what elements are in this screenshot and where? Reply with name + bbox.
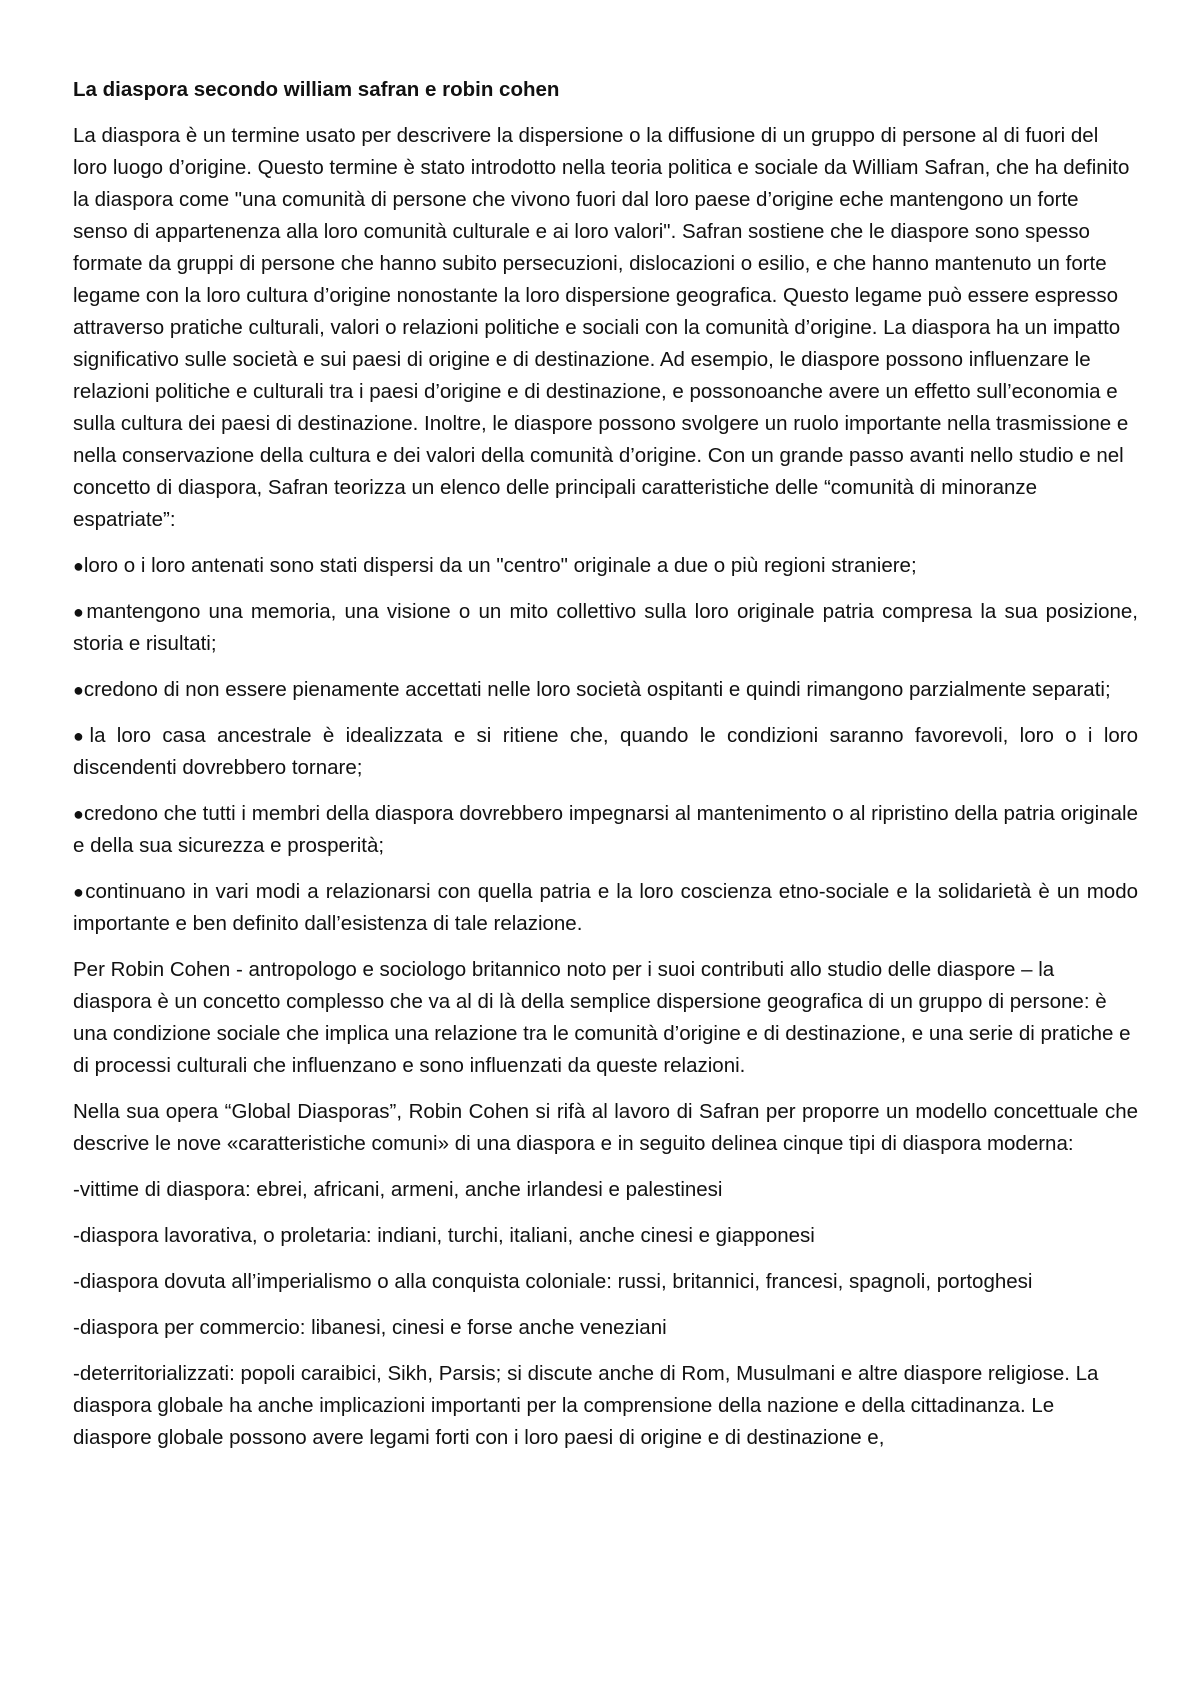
list-item bbox=[73, 674, 1138, 706]
list-item-text: la loro casa ancestrale è idealizzata e si ritiene che, quando le condizioni saranno favorevoli, loro o i loro discendenti dovrebbero tornare; bbox=[73, 724, 1138, 779]
bullet-icon: ● bbox=[73, 804, 84, 824]
bullet-icon: ● bbox=[73, 556, 84, 576]
list-item: -diaspora per commercio: libanesi, cinesi e forse anche veneziani bbox=[73, 1316, 667, 1339]
cohen-paragraph: Per Robin Cohen - antropologo e sociologo britannico noto per i suoi contributi allo studio delle diaspore – la diaspora è un concetto complesso che va al di là della semplice dispersione geografica di un gruppo di persone: è una condizione sociale che implica una relazione tra le comunità d’origine e di destinazione, e una serie di pratiche e di processi culturali che influenzano e sono influenzati da queste relazioni. bbox=[73, 958, 1131, 1077]
list-item bbox=[73, 798, 1138, 862]
safran-characteristics-list bbox=[73, 550, 1138, 940]
bullet-icon: ● bbox=[73, 726, 90, 746]
bullet-icon: ● bbox=[73, 680, 84, 700]
bullet-icon: ● bbox=[73, 882, 86, 902]
document-title: La diaspora secondo william safran e robin cohen bbox=[73, 78, 560, 101]
list-item-text: credono che tutti i membri della diaspora dovrebbero impegnarsi al mantenimento o al ripristino della patria originale e della sua sicurezza e prosperità; bbox=[73, 802, 1138, 857]
list-item-text: credono di non essere pienamente accettati nelle loro società ospitanti e quindi rimangono parzialmente separati; bbox=[83, 678, 1111, 701]
bullet-icon: ● bbox=[73, 602, 87, 622]
list-item bbox=[73, 876, 1138, 940]
cohen-diaspora-types-list bbox=[73, 1174, 1138, 1454]
list-item: -diaspora lavorativa, o proletaria: indiani, turchi, italiani, anche cinesi e giapponesi bbox=[73, 1224, 815, 1247]
list-item: -diaspora dovuta all’imperialismo o alla conquista coloniale: russi, britannici, francesi, spagnoli, portoghesi bbox=[73, 1270, 1033, 1293]
list-item bbox=[73, 550, 1138, 582]
list-item: -deterritorializzati: popoli caraibici, Sikh, Parsis; si discute anche di Rom, Musulmani e altre diaspore religiose. La diaspora globale ha anche implicazioni importanti per la comprensione della nazione e della cittadinanza. Le diaspore globale possono avere legami forti con i loro paesi di origine e di destinazione e, bbox=[73, 1362, 1099, 1449]
intro-paragraph: La diaspora è un termine usato per descrivere la dispersione o la diffusione di un gruppo di persone al di fuori del loro luogo d’origine. Questo termine è stato introdotto nella teoria politica e sociale da William Safran, che ha definito la diaspora come "una comunità di persone che vivono fuori dal loro paese d’origine eche mantengono un forte senso di appartenenza alla loro comunità culturale e ai loro valori". Safran sostiene che le diaspore sono spesso formate da gruppi di persone che hanno subito persecuzioni, dislocazioni o esilio, e che hanno mantenuto un forte legame con la loro cultura d’origine nonostante la loro dispersione geografica. Questo legame può essere espresso attraverso pratiche culturali, valori o relazioni politiche e sociali con la comunità d’origine. La diaspora ha un impatto significativo sulle società e sui paesi di origine e di destinazione. Ad esempio, le diaspore possono influenzare le relazioni politiche e culturali tra i paesi d’origine e di destinazione, e possonoanche avere un effetto sull’economia e sulla cultura dei paesi di destinazione. Inoltre, le diaspore possono svolgere un ruolo importante nella trasmissione e nella conservazione della cultura e dei valori della comunità d’origine. Con un grande passo avanti nello studio e nel concetto di diaspora, Safran teorizza un elenco delle principali caratteristiche delle “comunità di minoranze espatriate”: bbox=[73, 124, 1130, 531]
list-item bbox=[73, 596, 1138, 660]
list-item-text: mantengono una memoria, una visione o un mito collettivo sulla loro originale patria compresa la sua posizione, storia e risultati; bbox=[73, 600, 1138, 655]
list-item: -vittime di diaspora: ebrei, africani, armeni, anche irlandesi e palestinesi bbox=[73, 1178, 723, 1201]
global-diasporas-paragraph: Nella sua opera “Global Diasporas”, Robin Cohen si rifà al lavoro di Safran per proporre un modello concettuale che descrive le nove «caratteristiche comuni» di una diaspora e in seguito delinea cinque tipi di diaspora moderna: bbox=[73, 1100, 1138, 1155]
document-page bbox=[73, 74, 1138, 1468]
list-item-text: continuano in vari modi a relazionarsi con quella patria e la loro coscienza etno-sociale e la solidarietà è un modo importante e ben definito dall’esistenza di tale relazione. bbox=[73, 880, 1139, 935]
list-item-text: loro o i loro antenati sono stati dispersi da un "centro" originale a due o più regioni straniere; bbox=[83, 554, 917, 577]
list-item bbox=[73, 720, 1138, 784]
